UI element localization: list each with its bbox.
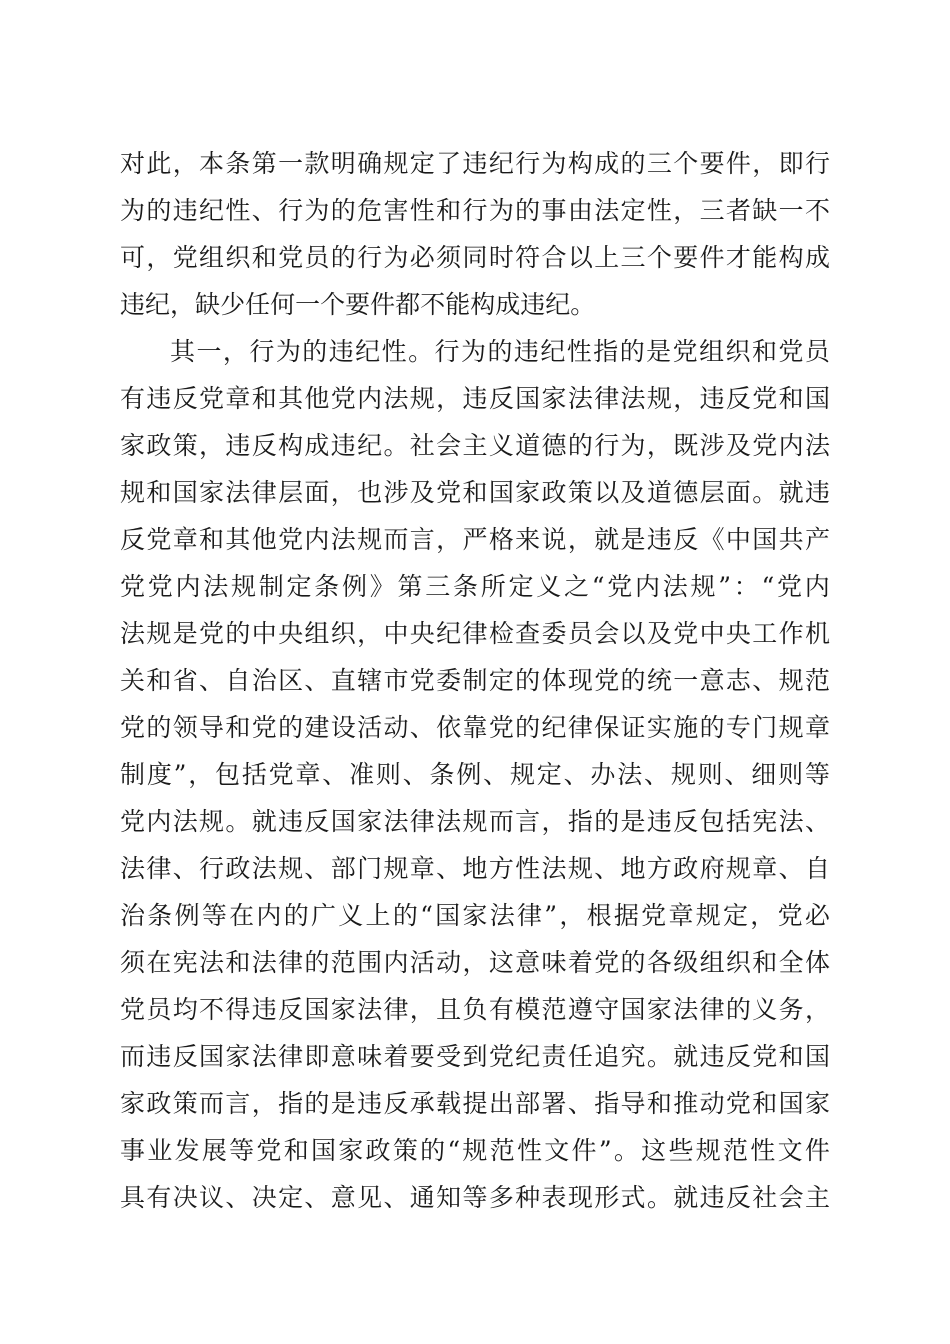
text-line: 可 ， 党 组 织 和 党 员 的 行 为 必 须 同 时 符 合 以 上 三 个 要 件 才 能 构 成 (120, 243, 830, 272)
text-line: 家 政 策 ， 违 反 构 成 违 纪 。 社 会 主 义 道 德 的 行 为 ， 既 涉 及 党 内 法 (120, 431, 830, 460)
text-line: 规 和 国 家 法 律 层 面 ， 也 涉 及 党 和 国 家 政 策 以 及 道 德 层 面 。 就 违 (120, 478, 830, 507)
text-line: 须 在 宪 法 和 法 律 的 范 围 内 活 动 ， 这 意 味 着 党 的 各 级 组 织 和 全 体 (120, 948, 830, 977)
text-line: 反 党 章 和 其 他 党 内 法 规 而 言 ， 严 格 来 说 ， 就 是 违 反 《 中 国 共 产 (120, 525, 830, 554)
text-line: 家 政 策 而 言 ， 指 的 是 违 反 承 载 提 出 部 署 、 指 导 和 推 动 党 和 国 家 (120, 1089, 830, 1118)
text-line: 治 条 例 等 在 内 的 广 义 上 的 “ 国 家 法 律 ” ， 根 据 党 章 规 定 ， 党 必 (120, 901, 830, 930)
text-line: 党 党 内 法 规 制 定 条 例 》 第 三 条 所 定 义 之 “ 党 内 法 规 ” ： “ 党 内 (120, 572, 830, 601)
text-line: 事 业 发 展 等 党 和 国 家 政 策 的 “ 规 范 性 文 件 ” 。 这 些 规 范 性 文 件 (120, 1136, 830, 1165)
body-text (120, 140, 830, 1221)
text-line: 有 违 反 党 章 和 其 他 党 内 法 规 ， 违 反 国 家 法 律 法 规 ， 违 反 党 和 国 (120, 384, 830, 413)
text-line: 法 律 、 行 政 法 规 、 部 门 规 章 、 地 方 性 法 规 、 地 方 政 府 规 章 、 自 (120, 854, 830, 883)
text-line: 其 一 ， 行 为 的 违 纪 性 。 行 为 的 违 纪 性 指 的 是 党 组 织 和 党 员 (170, 337, 830, 366)
text-line: 党 员 均 不 得 违 反 国 家 法 律 ， 且 负 有 模 范 遵 守 国 家 法 律 的 义 务 ， (120, 995, 830, 1024)
text-line: 法 规 是 党 的 中 央 组 织 ， 中 央 纪 律 检 查 委 员 会 以 及 党 中 央 工 作 机 (120, 619, 830, 648)
text-line: 而 违 反 国 家 法 律 即 意 味 着 要 受 到 党 纪 责 任 追 究 。 就 违 反 党 和 国 (120, 1042, 830, 1071)
paragraph (120, 140, 830, 328)
paragraph (120, 328, 830, 1221)
text-line: 违 纪 ， 缺 少 任 何 一 个 要 件 都 不 能 构 成 违 纪 。 (120, 290, 596, 319)
text-line: 党 的 领 导 和 党 的 建 设 活 动 、 依 靠 党 的 纪 律 保 证 实 施 的 专 门 规 章 (120, 713, 830, 742)
text-line: 制 度 ” ， 包 括 党 章 、 准 则 、 条 例 、 规 定 、 办 法 、 规 则 、 细 则 等 (120, 760, 830, 789)
text-line: 党 内 法 规 。 就 违 反 国 家 法 律 法 规 而 言 ， 指 的 是 违 反 包 括 宪 法 、 (120, 807, 830, 836)
text-line: 为 的 违 纪 性 、 行 为 的 危 害 性 和 行 为 的 事 由 法 定 性 ， 三 者 缺 一 不 (120, 196, 830, 225)
text-line: 对 此 ， 本 条 第 一 款 明 确 规 定 了 违 纪 行 为 构 成 的 三 个 要 件 ， 即 行 (120, 149, 830, 178)
text-line: 关 和 省 、 自 治 区 、 直 辖 市 党 委 制 定 的 体 现 党 的 统 一 意 志 、 规 范 (120, 666, 830, 695)
text-line: 具 有 决 议 、 决 定 、 意 见 、 通 知 等 多 种 表 现 形 式 。 就 违 反 社 会 主 (120, 1183, 830, 1212)
